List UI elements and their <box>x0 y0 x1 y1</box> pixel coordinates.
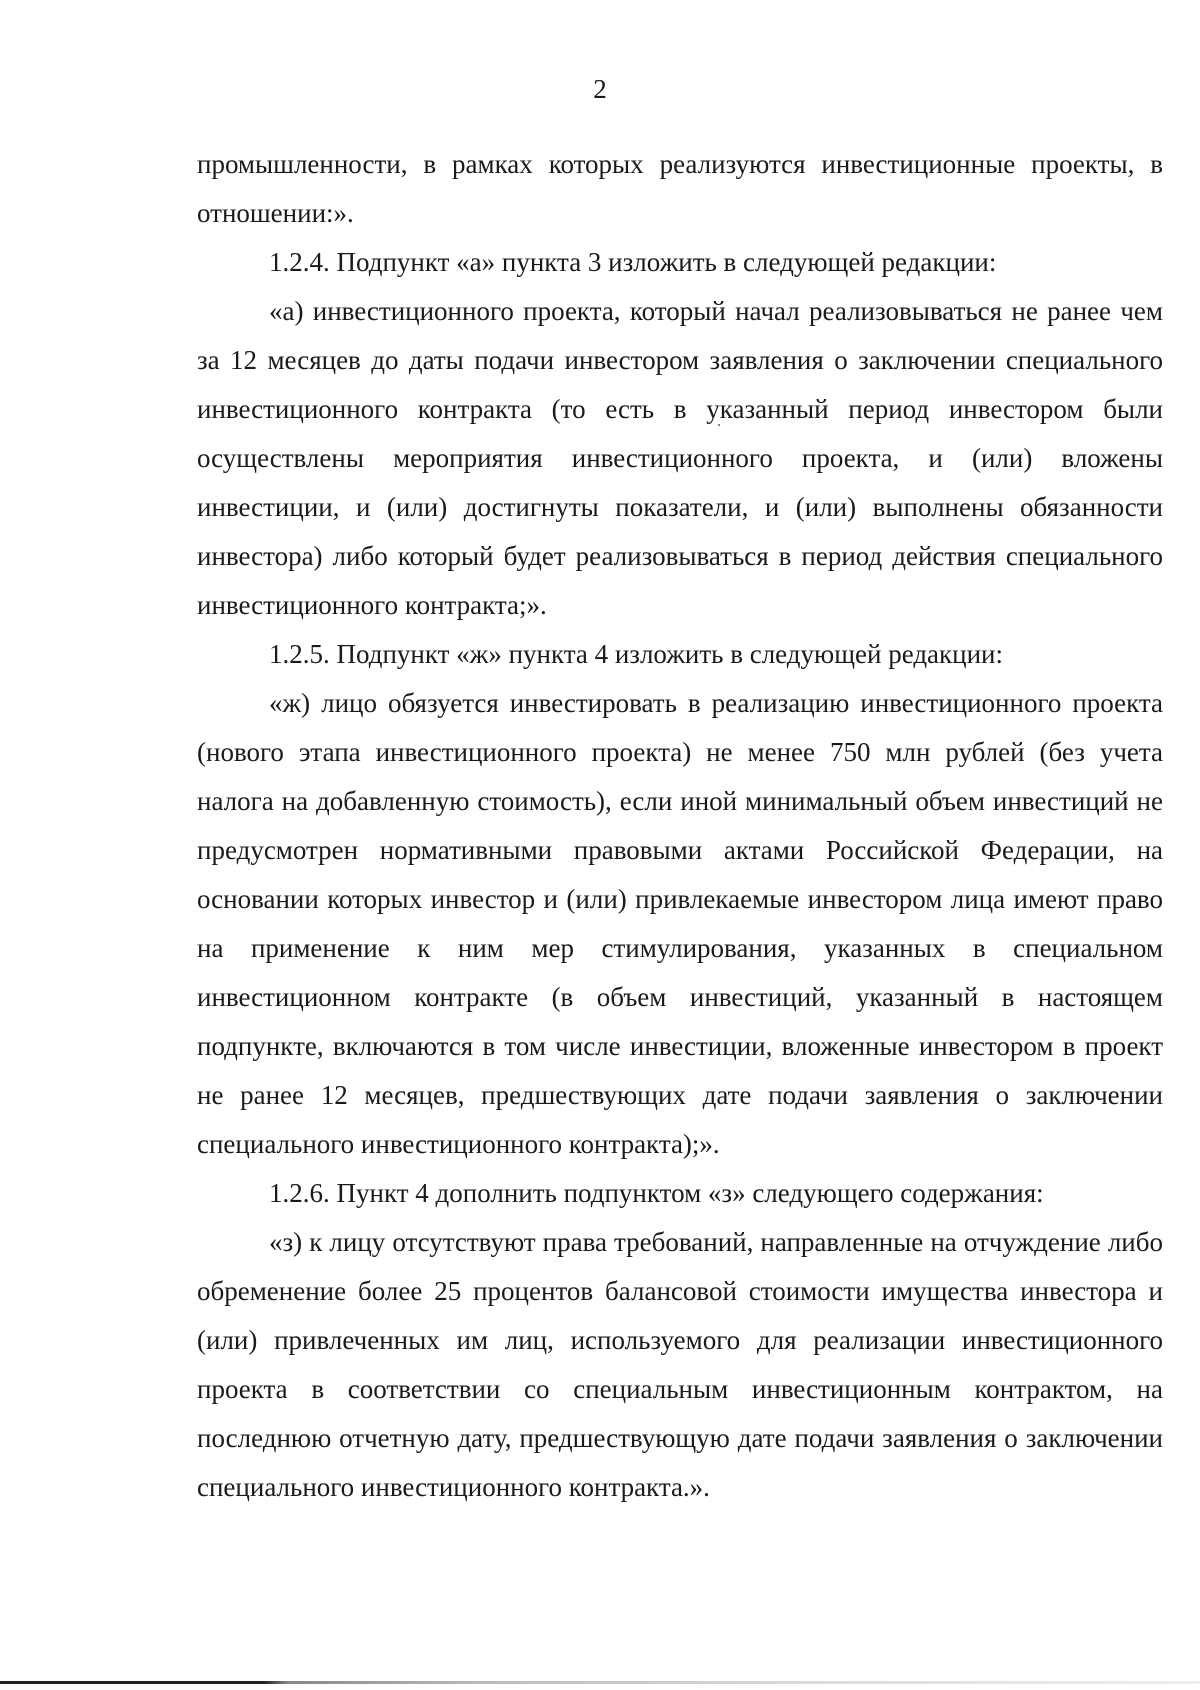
scan-edge-line <box>0 1681 1200 1684</box>
scan-artifact-dot <box>718 424 720 426</box>
paragraph-1-2-6-heading: 1.2.6. Пункт 4 дополнить подпунктом «з» следующего содержания: <box>269 1178 1044 1208</box>
page-number: 2 <box>593 74 607 104</box>
paragraph-1-2-5-heading: 1.2.5. Подпункт «ж» пункта 4 изложить в следующей редакции: <box>269 639 1004 669</box>
paragraph-1-2-4-heading: 1.2.4. Подпункт «а» пункта 3 изложить в следующей редакции: <box>269 247 997 277</box>
paragraph-subpoint-zh: «ж) лицо обязуется инвестировать в реализацию инвестиционного проекта (нового этапа инвестиционного проекта) не менее 750 млн рублей (без учета налога на добавленную стоимость), если иной минимальный объем инвестиций не предусмотрен нормативными правовыми актами Российской Федерации, на основании которых инвестор и (или) привлекаемые инвестором лица имеют право на применение к ним мер стимулирования, указанных в специальном инвестиционном контракте (в объем инвестиций, указанный в настоящем подпункте, включаются в том числе инвестиции, вложенные инвестором в проект не ранее 12 месяцев, предшествующих дате подачи заявления о заключении специального инвестиционного контракта);». <box>197 688 1163 1159</box>
paragraph-continuation: промышленности, в рамках которых реализуются инвестиционные проекты, в отношении:». <box>197 149 1163 228</box>
document-body <box>197 140 1163 1512</box>
paragraph-subpoint-z: «з) к лицу отсутствуют права требований, направленные на отчуждение либо обременение более 25 процентов балансовой стоимости имущества инвестора и (или) привлеченных им лиц, используемого для реализации инвестиционного проекта в соответствии со специальным инвестиционным контрактом, на последнюю отчетную дату, предшествующую дате подачи заявления о заключении специального инвестиционного контракта.». <box>197 1227 1163 1502</box>
paragraph-subpoint-a: «а) инвестиционного проекта, который начал реализовываться не ранее чем за 12 месяцев до даты подачи инвестором заявления о заключении специального инвестиционного контракта (то есть в указанный период инвестором были осуществлены мероприятия инвестиционного проекта, и (или) вложены инвестиции, и (или) достигнуты показатели, и (или) выполнены обязанности инвестора) либо который будет реализовываться в период действия специального инвестиционного контракта;». <box>197 296 1163 620</box>
